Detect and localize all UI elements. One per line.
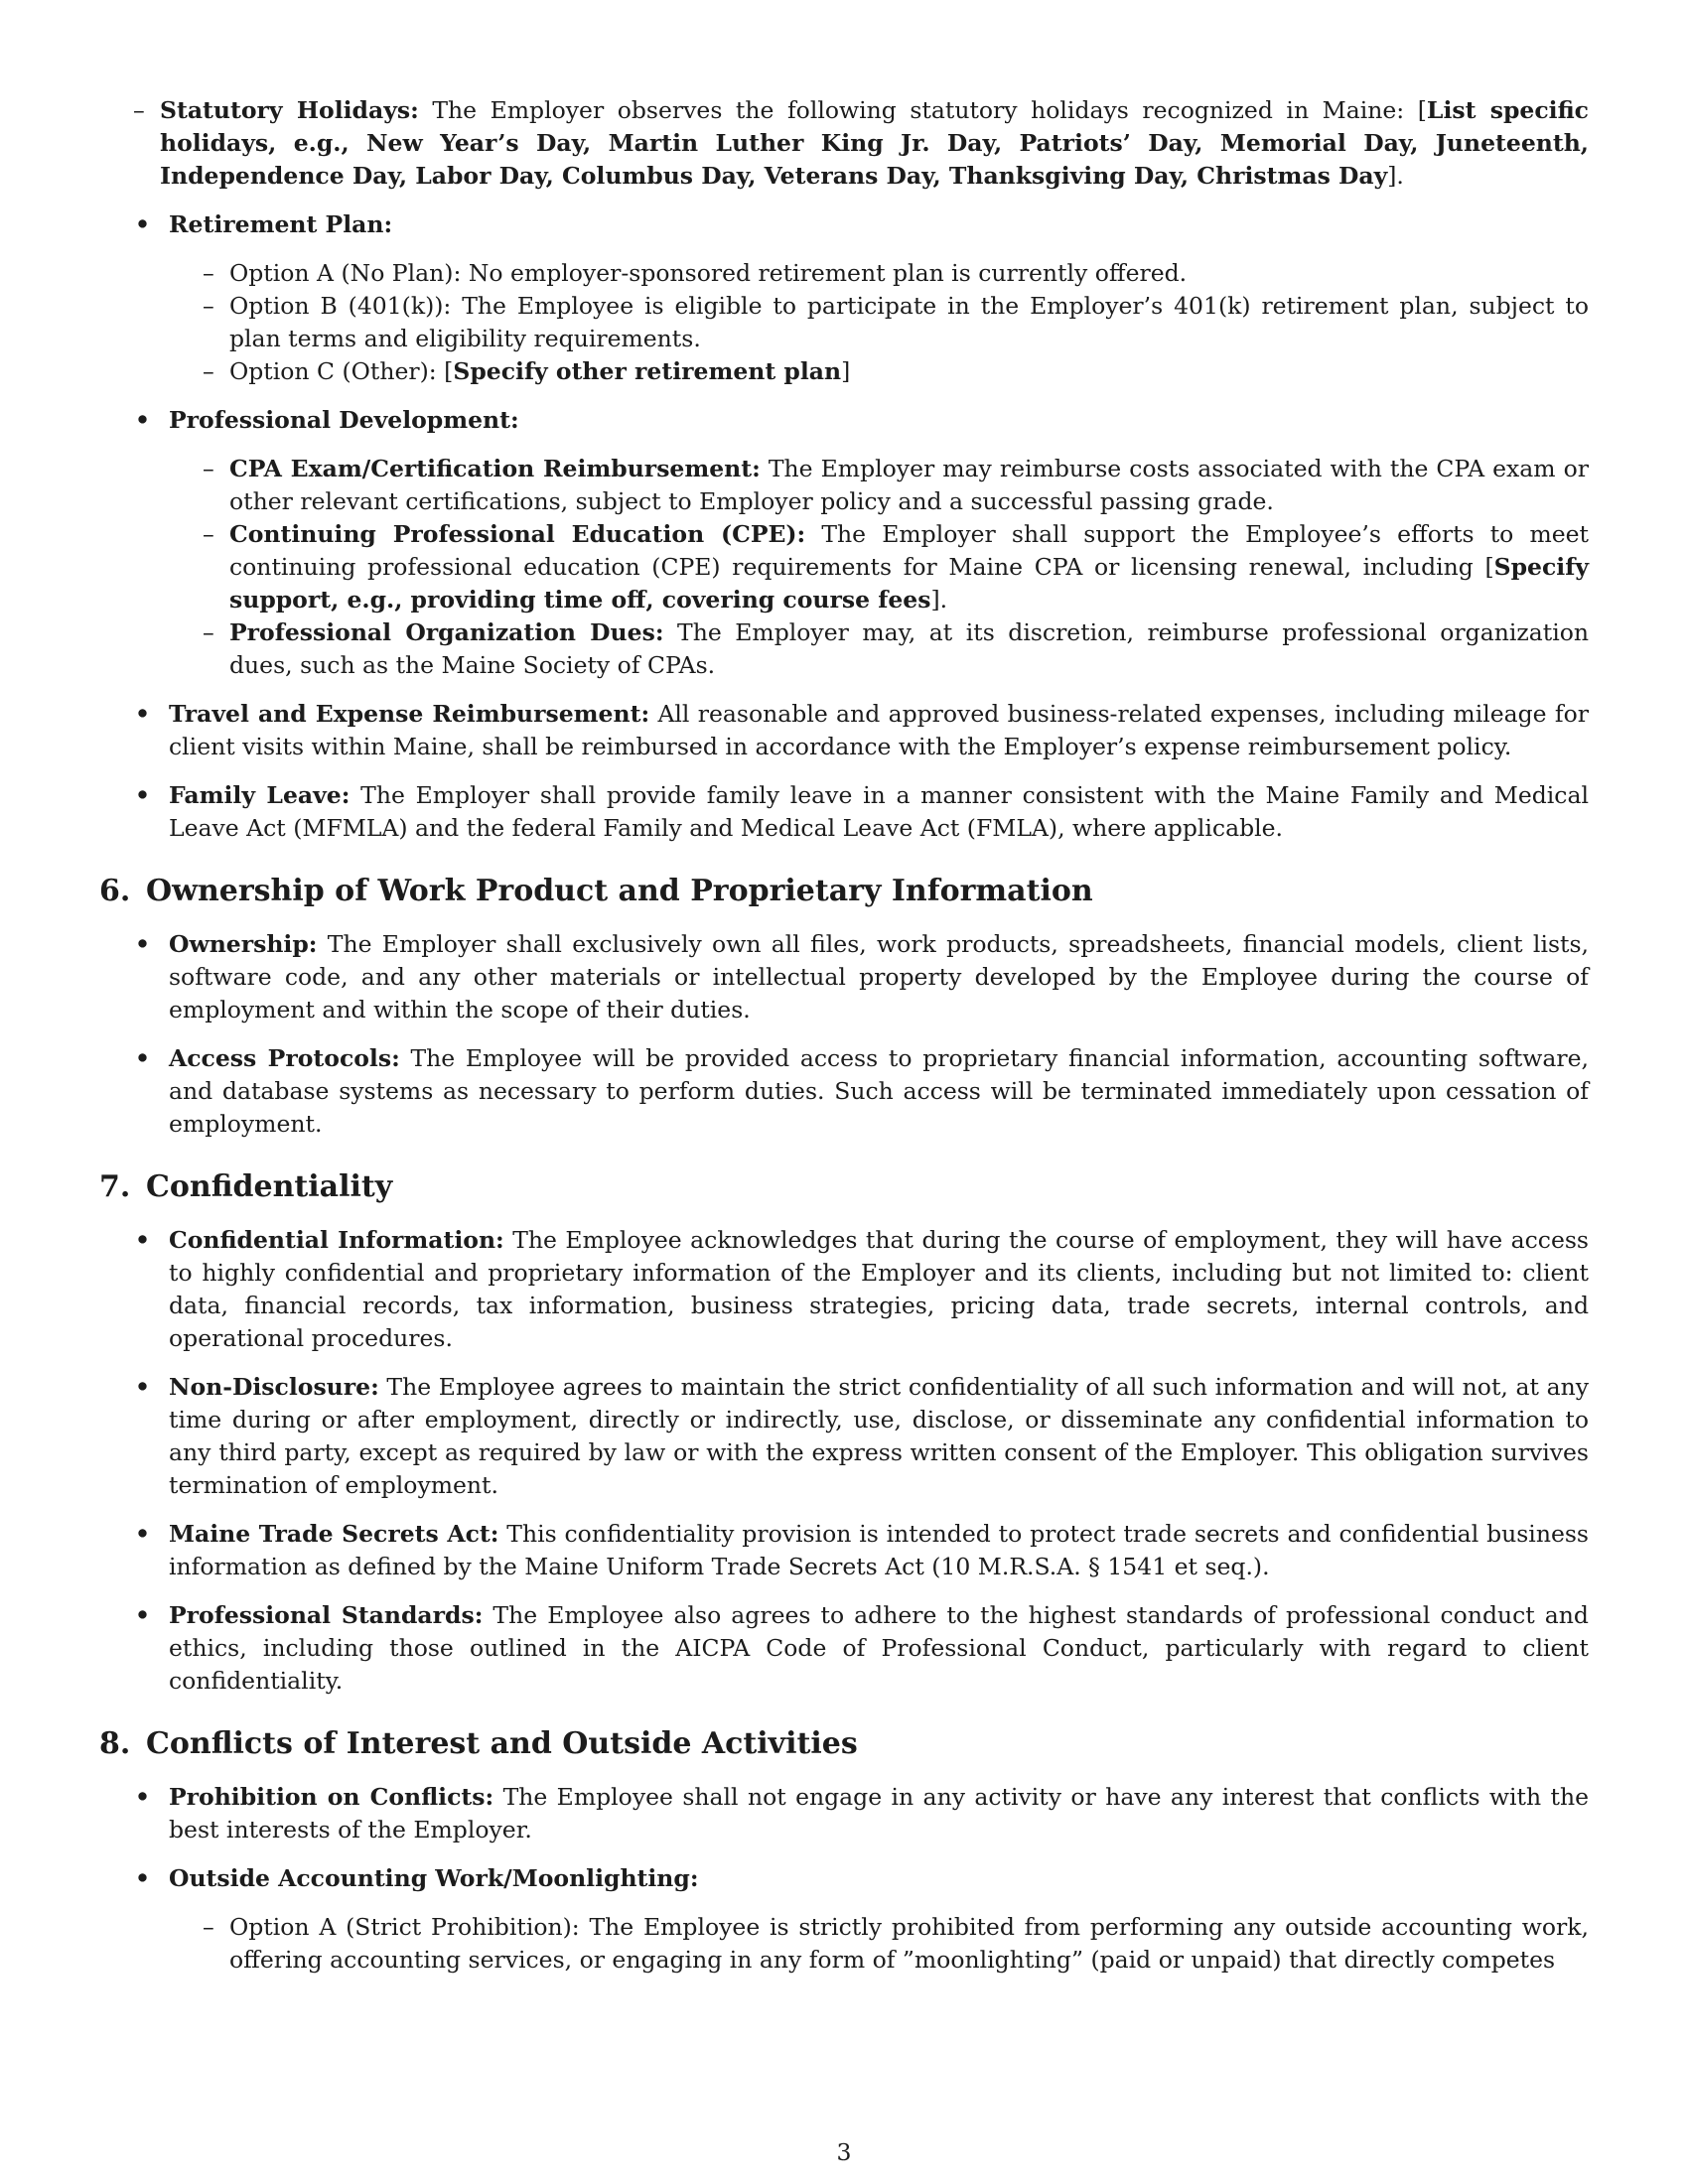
section-8-list (99, 1781, 1589, 1977)
list-item: – Continuing Professional Education (CPE): The Employer shall support the Employee’s efforts to meet continuing professional education (CPE) requirements for Maine CPA or licensing renewal, including [Specify support, e.g., providing time off, covering course fees]. (203, 520, 1589, 614)
list-item-text: Statutory Holidays: The Employer observes the following statutory holidays recognized in Maine: [List specific holidays, e.g., New Year’s Day, Martin Luther King Jr. Day, Patriots’ Day, Memorial Day, Juneteenth, Independence Day, Labor Day, Columbus Day, Veterans Day, Thanksgiving Day, Christmas Day]. (160, 96, 1589, 190)
retirement-options (169, 257, 1589, 388)
list-item (99, 94, 1589, 193)
list-item: • Maine Trade Secrets Act: This confidentiality provision is intended to protect trade secrets and confidential business information as defined by the Maine Uniform Trade Secrets Act (10 M.R.S.A. § 1541 et seq.). (135, 1520, 1589, 1580)
list-item-family-leave: • Family Leave: The Employer shall provide family leave in a manner consistent with the Maine Family and Medical Leave Act (MFMLA) and the federal Family and Medical Leave Act (FMLA), where applicable. (135, 781, 1589, 842)
section-7-list (99, 1224, 1589, 1698)
section-6-list (99, 928, 1589, 1141)
list-item: – Option A (No Plan): No employer-sponsored retirement plan is currently offered. (203, 259, 1188, 287)
list-item-moonlighting: • Outside Accounting Work/Moonlighting: – Option A (Strict Prohibition): The Employee is strictly prohibited from performing any outside accounting work, offering accounting services, or engaging in any form of ”moonlighting” (paid or unpaid) that directly competes (99, 1862, 1589, 1977)
list-item: • Prohibition on Conflicts: The Employee shall not engage in any activity or have any interest that conflicts with the best interests of the Employer. (135, 1783, 1589, 1843)
section-heading-6: 6. Ownership of Work Product and Proprietary Information (99, 874, 1093, 908)
list-item: • Confidential Information: The Employee acknowledges that during the course of employment, they will have access to highly confidential and proprietary information of the Employer and its clients, including but not limited to: client data, financial records, tax information, business strategies, pricing data, trade secrets, internal controls, and operational procedures. (135, 1226, 1589, 1352)
list-item: – Professional Organization Dues: The Employer may, at its discretion, reimburse professional organization dues, such as the Maine Society of CPAs. (203, 618, 1589, 679)
list-item-professional-development (99, 404, 1589, 682)
page-number: 3 (836, 2138, 852, 2166)
list-item-travel: • Travel and Expense Reimbursement: All reasonable and approved business-related expenses, including mileage for client visits within Maine, shall be reimbursed in accordance with the Employer’s expense reimbursement policy. (135, 700, 1589, 760)
page-content (99, 94, 1589, 1992)
list-item: • Non-Disclosure: The Employee agrees to maintain the strict confidentiality of all such information and will not, at any time during or after employment, directly or indirectly, use, disclose, or disseminate any confidential information to any third party, except as required by law or with the express written consent of the Employer. This obligation survives termination of employment. (135, 1373, 1589, 1499)
list-item: • Ownership: The Employer shall exclusively own all files, work products, spreadsheets, financial models, client lists, software code, and any other materials or intellectual property developed by the Employee during the course of employment and within the scope of their duties. (135, 930, 1589, 1024)
section-heading-7: 7. Confidentiality (99, 1169, 393, 1204)
list-item: – Option B (401(k)): The Employee is eligible to participate in the Employer’s 401(k) retirement plan, subject to plan terms and eligibility requirements. (203, 292, 1589, 352)
list-item: • Professional Standards: The Employee also agrees to adhere to the highest standards of professional conduct and ethics, including those outlined in the AICPA Code of Professional Conduct, particularly with regard to client confidentiality. (135, 1601, 1589, 1695)
item-label: Retirement Plan: (169, 210, 393, 238)
bullet-marker: • (135, 781, 151, 809)
list-item: – CPA Exam/Certification Reimbursement: The Employer may reimburse costs associated with the CPA exam or other relevant certifications, subject to Employer policy and a successful passing grade. (203, 455, 1589, 515)
bullet-marker: • (135, 700, 151, 728)
benefits-list (99, 208, 1589, 845)
list-item: – Option A (Strict Prohibition): The Employee is strictly prohibited from performing any outside accounting work, offering accounting services, or engaging in any form of ”moonlighting” (paid or unpaid) that directly competes (203, 1913, 1589, 1974)
item-label: Professional Development: (169, 406, 519, 434)
holidays-list (99, 94, 1589, 193)
list-item: – Option C (Other): [Specify other retirement plan] (203, 357, 851, 385)
list-item: • Access Protocols: The Employee will be provided access to proprietary financial information, accounting software, and database systems as necessary to perform duties. Such access will be terminated immediately upon cessation of employment. (135, 1044, 1590, 1138)
bullet-marker: • (135, 406, 151, 434)
section-heading-8: 8. Conflicts of Interest and Outside Activities (99, 1726, 858, 1761)
dash-marker: – (133, 96, 145, 124)
list-item-retirement (99, 208, 1589, 388)
moonlighting-options (169, 1911, 1589, 1977)
professional-development-items (169, 453, 1589, 682)
bullet-marker: • (135, 210, 151, 238)
